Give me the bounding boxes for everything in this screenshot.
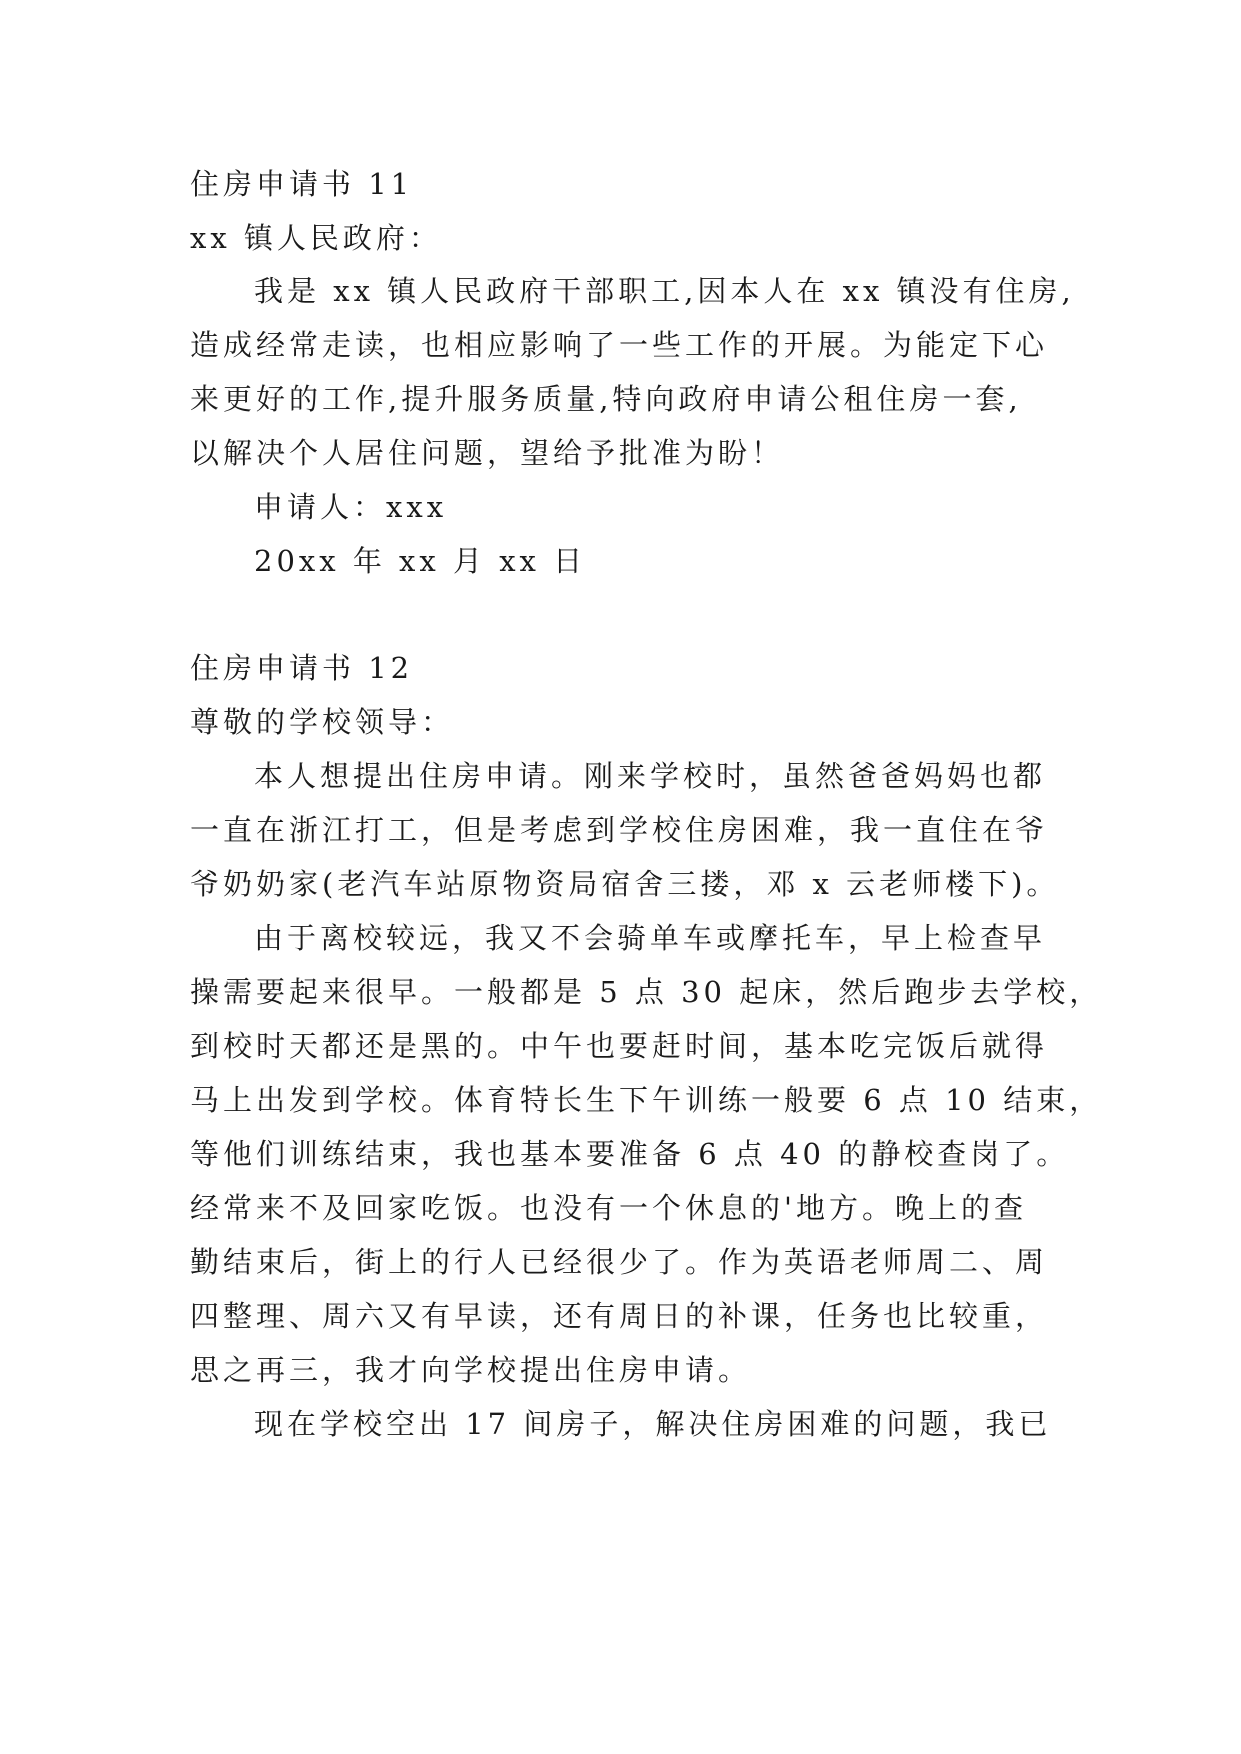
body-line: 爷奶奶家(老汽车站原物资局宿舍三搂，邓 x 云老师楼下)。 (190, 867, 1060, 901)
date-line: 20xx 年 xx 月 xx 日 (254, 544, 587, 578)
body-line: 一直在浙江打工，但是考虑到学校住房困难，我一直住在爷 (190, 813, 1049, 847)
section-title: 住房申请书 12 (190, 651, 414, 685)
body-line: 到校时天都还是黑的。中午也要赶时间，基本吃完饭后就得 (190, 1029, 1049, 1063)
body-line: 思之再三，我才向学校提出住房申请。 (190, 1353, 752, 1387)
salutation: xx 镇人民政府： (190, 221, 442, 255)
body-line: 马上出发到学校。体育特长生下午训练一般要 6 点 10 结束， (190, 1083, 1103, 1117)
body-line: 操需要起来很早。一般都是 5 点 30 起床，然后跑步去学校， (190, 975, 1103, 1009)
body-line: 现在学校空出 17 间房子，解决住房困难的问题，我已 (254, 1407, 1052, 1441)
body-line: 四整理、周六又有早读，还有周日的补课，任务也比较重， (190, 1299, 1049, 1333)
body-line: 等他们训练结束，我也基本要准备 6 点 40 的静校查岗了。 (190, 1137, 1070, 1171)
salutation: 尊敬的学校领导： (190, 705, 455, 739)
body-line: 以解决个人居住问题，望给予批准为盼！ (190, 436, 785, 470)
body-line: 来更好的工作,提升服务质量,特向政府申请公租住房一套, (190, 382, 1022, 416)
body-line: 我是 xx 镇人民政府干部职工,因本人在 xx 镇没有住房, (254, 274, 1075, 308)
body-line: 勤结束后，街上的行人已经很少了。作为英语老师周二、周 (190, 1245, 1049, 1279)
body-line: 经常来不及回家吃饭。也没有一个休息的'地方。晚上的查 (190, 1191, 1027, 1225)
applicant-line: 申请人：xxx (254, 490, 448, 524)
section-title: 住房申请书 11 (190, 167, 414, 201)
body-line: 造成经常走读，也相应影响了一些工作的开展。为能定下心 (190, 328, 1049, 362)
body-line: 本人想提出住房申请。刚来学校时，虽然爸爸妈妈也都 (254, 759, 1047, 793)
body-line: 由于离校较远，我又不会骑单车或摩托车，早上检查早 (254, 921, 1047, 955)
